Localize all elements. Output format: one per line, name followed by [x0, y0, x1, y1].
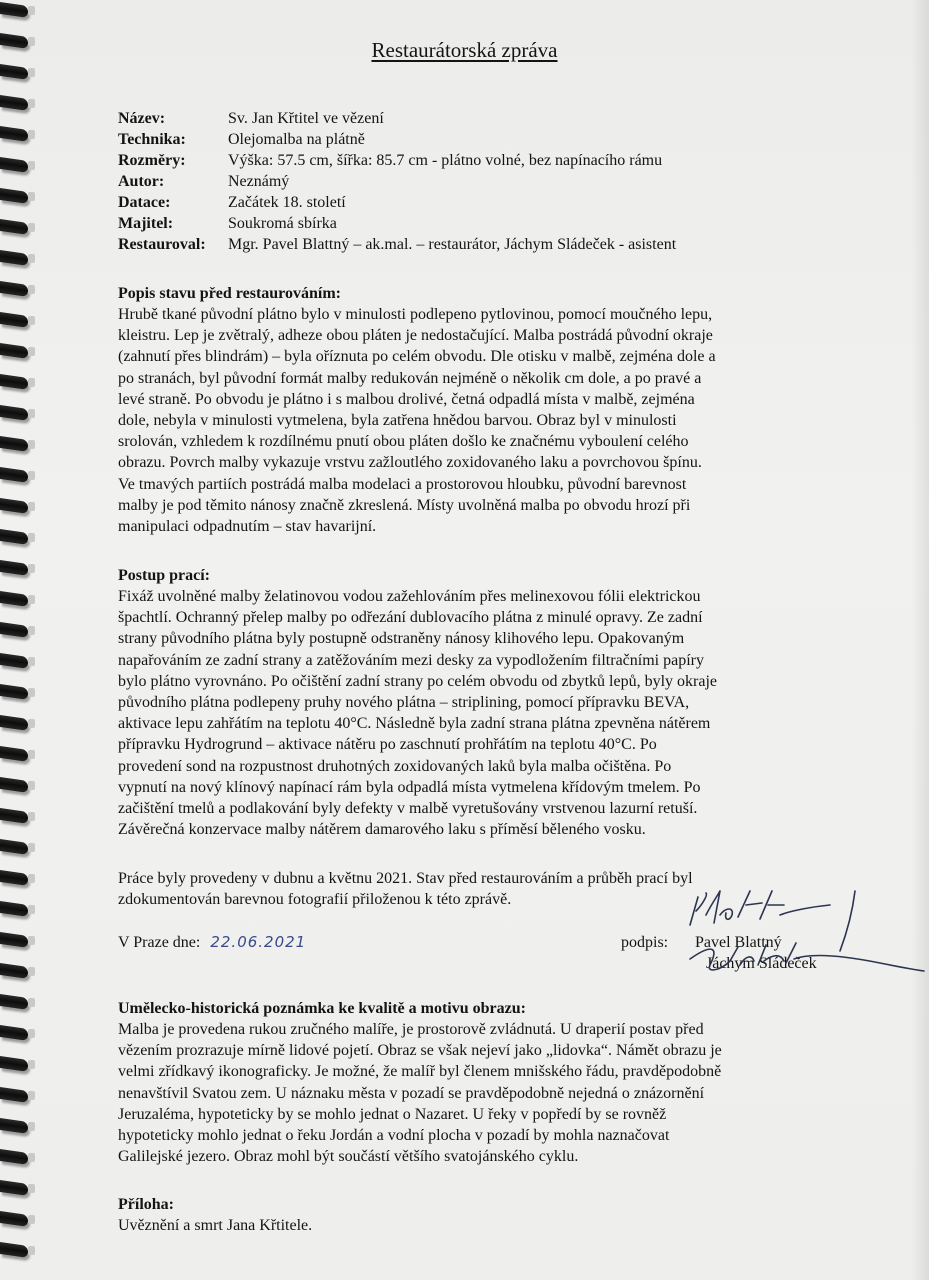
text-line: Práce byly provedeny v dubnu a květnu 2021. Stav před restaurováním a průběh prací byl: [118, 870, 693, 887]
detail-value: Olejomalba na plátně: [228, 131, 365, 148]
text-line: po stranách, byl původní formát malby redukován nejméně o několik cm dole, a po pravé a: [118, 369, 702, 387]
text-line: strany původního plátna byly postupně odstraněny nánosy klihového lepu. Opakovaným: [118, 630, 685, 648]
detail-row: [118, 171, 818, 192]
text-line: aktivace lepu zahřátím na teplotu 40°C. Následně byla zadní strana plátna zpevněna nátěrem: [118, 715, 711, 733]
detail-row: [118, 192, 818, 213]
handwritten-date: 22.06.2021: [210, 933, 307, 951]
detail-key: Rozměry:: [118, 152, 186, 169]
text-line: Hrubě tkané původní plátno bylo v minulosti podlepeno pytlovinou, pomocí moučného lepu,: [118, 306, 713, 323]
text-line: (zahnutí přes blindrám) – byla oříznuta po celém obvodu. Dle otisku v malbě, zejména dole a: [118, 348, 716, 366]
detail-key: Datace:: [118, 194, 171, 211]
detail-row: [118, 129, 818, 150]
text-line: Uvěznění a smrt Jana Křtitele.: [118, 1217, 313, 1234]
detail-key: Majitel:: [118, 215, 174, 232]
page-title: Restaurátorská zpráva: [371, 38, 558, 62]
section-heading-attachment: Příloha:: [118, 1196, 174, 1213]
section-heading-condition: Popis stavu před restaurováním:: [118, 285, 341, 302]
artwork-details: [118, 108, 818, 255]
text-line: původního plátna podlepeny pruhy nového plátna – striplining, pomocí přípravku BEVA,: [118, 694, 690, 712]
detail-value: Začátek 18. století: [228, 194, 346, 211]
place-date: [118, 932, 306, 953]
section-heading-art-history: Umělecko-historická poznámka ke kvalitě a motivu obrazu:: [118, 1000, 526, 1017]
place-label: V Praze dne:: [118, 934, 201, 951]
detail-key: Technika:: [118, 131, 186, 148]
section-body-procedure: [118, 586, 838, 840]
text-line: levé straně. Po obvodu je plátno i s malbou drolivé, četná odpadlá místa v malbě, zejména: [118, 390, 695, 408]
text-line: špachtlí. Ochranný přelep malby po odřezání dublovacího plátna z minulé opravy. Ze zadní: [118, 609, 703, 627]
detail-value: Sv. Jan Křtitel ve vězení: [228, 110, 384, 127]
text-line: srolován, vzhledem k rozdílnému pnutí obou pláten došlo ke značnému vyboulení celého: [118, 433, 689, 451]
signatory-name-2: Jáchym Sládeček: [706, 955, 817, 972]
text-line: nenavštívil Svatou zem. U náznaku města v pozadí se pravděpodobně nejedná o znázornění: [118, 1084, 705, 1102]
text-line: malby je pod těmito nánosy značně zkreslená. Místy uvolněná malba po obvodu hrozí při: [118, 496, 691, 514]
text-line: začištění tmelů a podlakování byly defekty v malbě vyretušovány vrstvenou lazurní retuší.: [118, 800, 698, 818]
text-line: napařováním ze zadní strany a zatěžováním mezi desky za vypodložením filtračními papíry: [118, 651, 704, 669]
text-line: bylo plátno vyrovnáno. Po očištění zadní strany po celém obvodu od zbytků lepů, byly okraje: [118, 672, 717, 690]
detail-key: Autor:: [118, 173, 165, 190]
text-line: přípravku Hydrogrund – aktivace nátěru po zaschnutí prohřátím na teplotu 40°C. Po: [118, 736, 657, 754]
signature-label: podpis:: [621, 934, 669, 951]
text-line: dole, nebyla v minulosti vytmelena, byla zatřena hnědou barvou. Obraz byl v minulosti: [118, 412, 677, 430]
handwritten-signatures: [680, 885, 925, 1005]
detail-value: Mgr. Pavel Blattný – ak.mal. – restaurátor, Jáchym Sládeček - asistent: [228, 236, 677, 253]
detail-row: [118, 234, 818, 255]
text-line: kleistru. Lep je zvětralý, adheze obou pláten je nedostačující. Malba postrádá původní okraje: [118, 327, 713, 345]
text-line: Galilejské jezero. Obraz mohl být součástí většího svatojánského cyklu.: [118, 1148, 579, 1166]
section-body-art-history: [118, 1019, 838, 1167]
detail-value: Neznámý: [228, 173, 290, 190]
section-body-condition: [118, 304, 838, 537]
detail-row: [118, 213, 818, 234]
section-heading-procedure: Postup prací:: [118, 567, 210, 584]
text-line: provedení sond na rozpustnost druhotných zoxidovaných laků byla malba očištěna. Po: [118, 757, 672, 775]
section-body-attachment: [118, 1215, 838, 1236]
detail-key: Restauroval:: [118, 236, 206, 253]
detail-key: Název:: [118, 110, 166, 127]
text-line: zdokumentován barevnou fotografií přiloženou k této zprávě.: [118, 891, 512, 909]
detail-row: [118, 108, 818, 129]
text-line: obrazu. Povrch malby vykazuje vrstvu zažloutlého zoxidovaného laku a povrchovou špínu.: [118, 454, 702, 472]
text-line: manipulaci odpadnutím – stav havarijní.: [118, 518, 377, 536]
signatory-name-1: Pavel Blattný: [695, 934, 782, 951]
text-line: Závěrečná konzervace malby nátěrem damarového laku s příměsí běleného vosku.: [118, 821, 646, 839]
text-line: vězením prozrazuje mírně lidové pojetí. Obraz se však nejeví jako „lidovka“. Námět obrazu je: [118, 1042, 722, 1060]
text-line: hypoteticky mohlo jednat o řeku Jordán a vodní plocha v pozadí by mohla naznačovat: [118, 1127, 670, 1145]
detail-row: [118, 150, 818, 171]
text-line: Malba je provedena rukou zručného malíře, je prostorově zvládnutá. U draperií postav před: [118, 1021, 704, 1038]
detail-value: Výška: 57.5 cm, šířka: 85.7 cm - plátno volné, bez napínacího rámu: [228, 152, 663, 169]
text-line: Jeruzaléma, hypoteticky by se mohlo jednat o Nazaret. U řeky v popředí by se rovněž: [118, 1105, 667, 1123]
detail-value: Soukromá sbírka: [228, 215, 337, 232]
text-line: velmi zřídkavý ikonograficky. Je možné, že malíř byl členem mnišského řádu, pravděpodobně: [118, 1063, 722, 1081]
text-line: Fixáž uvolněné malby želatinovou vodou zažehlováním přes melinexovou fólii elektrickou: [118, 588, 701, 605]
text-line: vypnutí na nový klínový napínací rám byla odpadlá místa vytmelena křídovým tmelem. Po: [118, 778, 701, 796]
text-line: Ve tmavých partiích postrádá malba modelaci a prostorovou hloubku, původní barevnost: [118, 475, 687, 493]
